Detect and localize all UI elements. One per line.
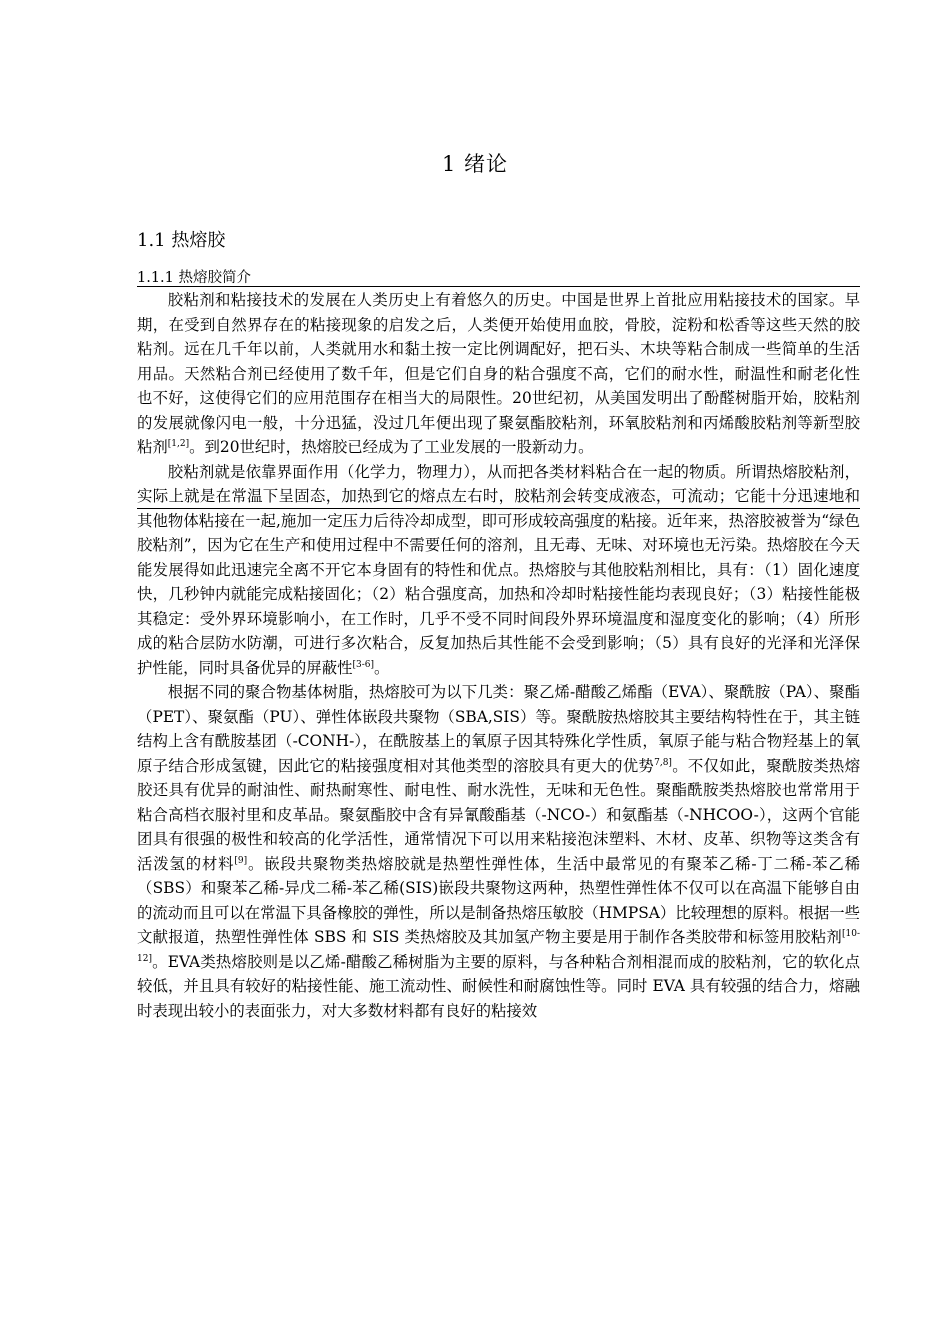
citation: [1,2] xyxy=(167,438,190,449)
chapter-title: 1 绪论 xyxy=(441,152,509,176)
paragraph-3-tail: 。不仅如此，聚酰胺类热熔胶还具有优异的耐油性、耐热耐寒性、耐电性、耐水洗性，无味和无色性。聚酯酰胺类热熔胶也常常用于粘合高档衣服衬里和皮革品。聚氨酯胶中含有异氰酸酯基（-NCO-）和氨酯基（-NHCOO-），这两个官能团具有很强的极性和较高的化学活性，通常情况下可以用来粘接泡沫塑料、木材、皮革、织物等这类含有活泼氢的材料 xyxy=(137,756,860,873)
paragraph-2 xyxy=(137,460,860,681)
paragraph-1-text: 胶粘剂和粘接技术的发展在人类历史上有着悠久的历史。中国是世界上首批应用粘接技术的国家。早期，在受到自然界存在的粘接现象的启发之后，人类便开始使用血胶，骨胶，淀粉和松香等这些天然的胶粘剂。远在几千年以前，人类就用水和黏土按一定比例调配好，把石头、木块等粘合制成一些简单的生活用品。天然粘合剂已经使用了数千年，但是它们自身的粘合强度不高，它们的耐水性，耐温性和耐老化性也不好，这使得它们的应用范围存在相当大的局限性。20世纪初，从美国发明出了酚醛树脂开始，胶粘剂的发展就像闪电一般，十分迅猛，没过几年便出现了聚氨酯胶粘剂，环氧胶粘剂和丙烯酸胶粘剂等新型胶粘剂 xyxy=(137,291,860,456)
section-title: 1.1 热熔胶 xyxy=(137,230,226,251)
body-text xyxy=(137,288,860,1023)
paragraph-1-tail: 。到20世纪时，热熔胶已经成为了工业发展的一股新动力。 xyxy=(189,438,594,456)
paragraph-3 xyxy=(137,680,860,1023)
paragraph-3-tail2: 。嵌段共聚物类热熔胶就是热塑性弹性体，生活中最常见的有聚苯乙稀-丁二稀-苯乙稀（SBS）和聚苯乙稀-异戊二稀-苯乙稀(SIS)嵌段共聚物这两种，热塑性弹性体不仅可以在高温下能够自由的流动而且可以在常温下具备橡胶的弹性，所以是制备热熔压敏胶（HMPSA）比较理想的原料。根据一些文献报道，热塑性弹性体 SBS 和 SIS 类热熔胶及其加氢产物主要是用于制作各类胶带和标签用胶粘剂 xyxy=(137,854,860,946)
citation: [3-6] xyxy=(352,659,374,670)
paragraph-3-text: 根据不同的聚合物基体树脂，热熔胶可为以下几类：聚乙烯-醋酸乙烯酯（EVA）、聚酰胺（PA）、聚酯（PET）、聚氨酯（PU）、弹性体嵌段共聚物（SBA,SIS）等。聚酰胺热熔胶其主要结构特性在于，其主链结构上含有酰胺基团（-CONH-），在酰胺基上的氧原子因其特殊化学性质，氧原子能与粘合物羟基上的氧原子结合形成氢键，因此它的粘接强度相对其他类型的溶胶具有更大的优势 xyxy=(137,683,860,775)
paragraph-1 xyxy=(137,288,860,460)
paragraph-3-tail3: 。EVA类热熔胶则是以乙烯-醋酸乙稀树脂为主要的原料，与各种粘合剂相混而成的胶粘剂，它的软化点较低，并且具有较好的粘接性能、施工流动性、耐候性和耐腐蚀性等。同时 EVA 具有较强的结合力，熔融时表现出较小的表面张力，对大多数材料都有良好的粘接效 xyxy=(137,952,860,1020)
citation: [10-12] xyxy=(137,928,860,964)
citation: 7,8] xyxy=(654,757,672,768)
paragraph-2-text: 胶粘剂就是依靠界面作用（化学力，物理力），从而把各类材料粘合在一起的物质。所谓热熔胶粘剂，实际上就是在常温下呈固态，加热到它的熔点左右时，胶粘剂会转变成液态，可流动；它能十分迅速地和其他物体粘接在一起,施加一定压力后待冷却成型，即可形成较高强度的粘接。近年来，热溶胶被誉为“绿色胶粘剂”，因为它在生产和使用过程中不需要任何的溶剂，且无毒、无味、对环境也无污染。热熔胶在今天能发展得如此迅速完全离不开它本身固有的特性和优点。热熔胶与其他胶粘剂相比，具有：（1）固化速度快，几秒钟内就能完成粘接固化；（2）粘合强度高，加热和冷却时粘接性能均表现良好；（3）粘接性能极其稳定：受外界环境影响小，在工作时，几乎不受不同时间段外界环境温度和湿度变化的影响；（4）所形成的粘合层防水防潮，可进行多次粘合，反复加热后其性能不会受到影响；（5）具有良好的光泽和光泽保护性能，同时具备优异的屏蔽性 xyxy=(137,462,860,677)
subsection-title: 1.1.1 热熔胶简介 xyxy=(137,270,252,286)
highlight-rule-top xyxy=(137,286,860,287)
paragraph-2-tail: 。 xyxy=(374,658,390,677)
citation: [9] xyxy=(234,855,248,866)
